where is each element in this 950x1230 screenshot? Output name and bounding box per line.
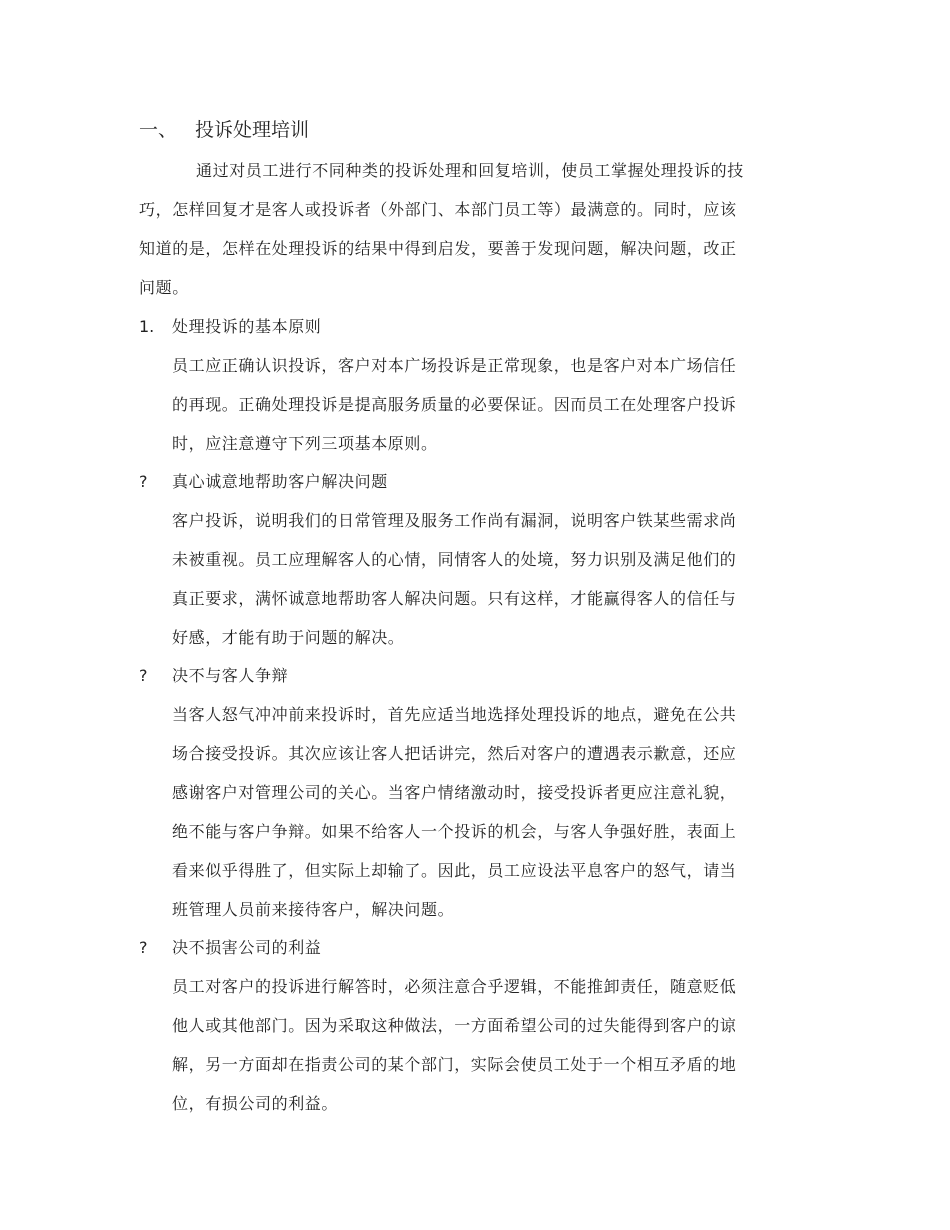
principle-line: 当客人怒气冲冲前来投诉时，首先应适当地选择处理投诉的地点，避免在公共 — [172, 705, 737, 724]
principle-line: 他人或其他部门。因为采取这种做法，一方面希望公司的过失能得到客户的谅 — [172, 1016, 737, 1035]
intro-line: 通过对员工进行不同种类的投诉处理和回复培训，使员工掌握处理投诉的技 — [196, 161, 744, 180]
principle-line: 绝不能与客户争辩。如果不给客人一个投诉的机会，与客人争强好胜，表面上 — [172, 822, 737, 841]
section-heading — [139, 116, 309, 144]
principle-title: 决不损害公司的利益 — [172, 938, 322, 957]
bullet-marker: ? — [139, 472, 148, 491]
principle-title: 决不与客人争辩 — [172, 666, 289, 685]
principle-line: 未被重视。员工应理解客人的心情，同情客人的处境，努力识别及满足他们的 — [172, 550, 737, 569]
principle-line: 解，另一方面却在指责公司的某个部门，实际会使员工处于一个相互矛盾的地 — [172, 1055, 737, 1074]
principle-line: 班管理人员前来接待客户，解决问题。 — [172, 900, 455, 919]
heading-title: 投诉处理培训 — [195, 119, 310, 141]
principle-line: 真正要求，满怀诚意地帮助客人解决问题。只有这样，才能赢得客人的信任与 — [172, 589, 737, 608]
intro-line: 知道的是，怎样在处理投诉的结果中得到启发，要善于发现问题，解决问题，改正 — [139, 239, 737, 258]
principle-title: 真心诚意地帮助客户解决问题 — [172, 472, 388, 491]
section-line: 员工应正确认识投诉，客户对本广场投诉是正常现象，也是客户对本广场信任 — [172, 356, 737, 375]
principle-line: 位，有损公司的利益。 — [172, 1094, 339, 1113]
intro-line: 问题。 — [139, 278, 189, 297]
principle-line: 看来似乎得胜了，但实际上却输了。因此，员工应设法平息客户的怒气，请当 — [172, 861, 737, 880]
bullet-marker: ? — [139, 666, 148, 685]
heading-number: 一、 — [139, 119, 178, 141]
principle-line: 好感，才能有助于问题的解决。 — [172, 628, 405, 647]
section-title: 处理投诉的基本原则 — [172, 317, 322, 336]
principle-line: 场合接受投诉。其次应该让客人把话讲完，然后对客户的遭遇表示歉意，还应 — [172, 744, 737, 763]
section-number: 1. — [139, 317, 155, 336]
principle-line: 客户投诉，说明我们的日常管理及服务工作尚有漏洞，说明客户铁某些需求尚 — [172, 511, 737, 530]
intro-line: 巧，怎样回复才是客人或投诉者（外部门、本部门员工等）最满意的。同时，应该 — [139, 200, 737, 219]
principle-line: 员工对客户的投诉进行解答时，必须注意合乎逻辑，不能推卸责任，随意贬低 — [172, 977, 737, 996]
section-line: 时，应注意遵守下列三项基本原则。 — [172, 434, 438, 453]
section-line: 的再现。正确处理投诉是提高服务质量的必要保证。因而员工在处理客户投诉 — [172, 395, 737, 414]
principle-line: 感谢客户对管理公司的关心。当客户情绪激动时，接受投诉者更应注意礼貌， — [172, 783, 737, 802]
bullet-marker: ? — [139, 938, 148, 957]
